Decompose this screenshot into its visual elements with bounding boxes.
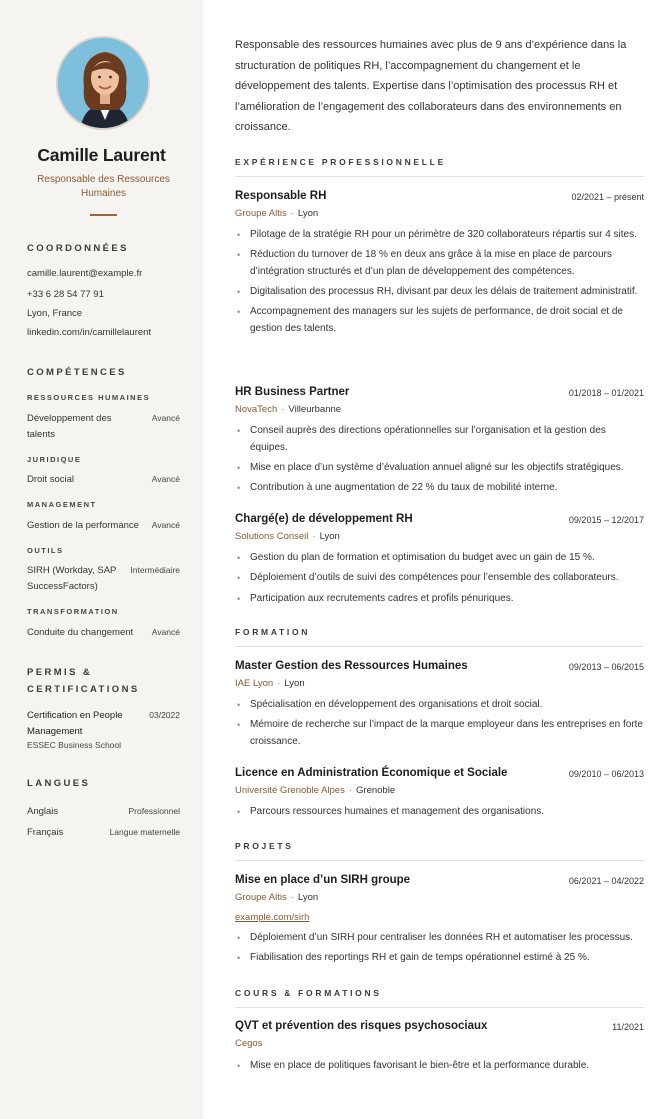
bullet-item: • Contribution à une augmentation de 22 % du taux de mobilité interne.	[235, 480, 645, 497]
job-title: Chargé(e) de développement RH	[235, 513, 413, 525]
degree-title: Licence en Administration Économique et Sociale	[235, 767, 508, 779]
bullet-item: • Mise en place d’un système d’évaluation annuel aligné sur les objectifs stratégiques.	[235, 460, 645, 477]
skill-category: MANAGEMENT	[27, 500, 97, 509]
job-dates: 02/2021 – présent	[571, 192, 644, 202]
skill-level: Avancé	[151, 520, 180, 530]
certifications-heading: PERMIS & CERTIFICATIONS	[27, 667, 140, 695]
project-bullets	[235, 930, 645, 971]
bullet-item: • Gestion du plan de formation et optimisation du budget avec un gain de 15 %.	[235, 550, 645, 567]
education-heading: FORMATION	[235, 627, 644, 647]
job-dates: 09/2015 – 12/2017	[568, 515, 644, 525]
school-name: IAE Lyon	[235, 678, 274, 689]
job-title: HR Business Partner	[235, 386, 350, 398]
job-dates: 01/2018 – 01/2021	[568, 388, 644, 398]
job-org: NovaTech · Villeurbanne	[235, 404, 342, 415]
project-title: Mise en place d’un SIRH groupe	[235, 874, 411, 886]
bullet-item: • Digitalisation des processus RH, divisant par deux les délais de traitement administratif.	[235, 284, 645, 301]
skill-name: SIRH (Workday, SAP SuccessFactors)	[27, 565, 117, 592]
school: IAE Lyon · Lyon	[235, 678, 305, 689]
phone-text[interactable]: +33 6 28 54 77 91	[27, 289, 104, 300]
bullet-item: • Mise en place de politiques favorisant le bien-être et la performance durable.	[235, 1058, 645, 1075]
certification-date: 03/2022	[149, 710, 180, 720]
job-place: Villeurbanne	[288, 404, 342, 415]
course-date: 11/2021	[612, 1022, 644, 1032]
skill-level: Avancé	[151, 474, 180, 484]
location-text: Lyon, France	[27, 308, 83, 319]
company-name: Solutions Conseil	[235, 531, 309, 542]
project-dates: 06/2021 – 04/2022	[568, 876, 644, 886]
experience-heading: EXPÉRIENCE PROFESSIONNELLE	[235, 157, 644, 177]
skill-name: Conduite du changement	[27, 627, 134, 638]
linkedin-link[interactable]: linkedin.com/in/camillelaurent	[27, 327, 152, 338]
bullet-item: • Accompagnement des managers sur les sujets de performance, de droit social et de gestion des talents.	[235, 304, 645, 337]
language-name: Anglais	[27, 806, 59, 817]
bullet-item: • Déploiement d’outils de suivi des compétences pour l’ensemble des collaborateurs.	[235, 570, 645, 587]
bullet-item: • Participation aux recrutements cadres et profils pénuriques.	[235, 591, 645, 608]
sidebar	[0, 0, 203, 1119]
skill-category: JURIDIQUE	[27, 455, 82, 464]
skill-category: RESSOURCES HUMAINES	[27, 393, 151, 402]
project-link[interactable]: example.com/sirh	[235, 912, 310, 923]
job-bullets	[235, 423, 645, 500]
language-name: Français	[27, 827, 64, 838]
bullet-item: • Mémoire de recherche sur l’impact de la marque employeur dans les entreprises en forte croissance.	[235, 717, 645, 750]
skills-heading: COMPÉTENCES	[27, 367, 127, 378]
bullet-item: • Conseil auprès des directions opérationnelles sur l’organisation et la gestion des équipes.	[235, 423, 645, 456]
certification-item	[27, 708, 180, 739]
company-name: NovaTech	[235, 404, 278, 415]
school-name: Université Grenoble Alpes	[235, 785, 345, 796]
skill-level: Avancé	[151, 627, 180, 637]
skill-item	[27, 625, 180, 641]
skill-item	[27, 472, 180, 488]
projects-heading: PROJETS	[235, 841, 644, 861]
degree-title: Master Gestion des Ressources Humaines	[235, 660, 468, 672]
course-provider: Cegos	[235, 1038, 263, 1049]
language-item	[27, 804, 180, 820]
skill-item	[27, 411, 180, 442]
job-title: Responsable RH	[235, 190, 327, 202]
course-bullets	[235, 1058, 645, 1078]
candidate-role: Responsable des Ressources Humaines	[37, 174, 170, 199]
bullet-item: • Déploiement d’un SIRH pour centraliser les données RH et automatiser les processus.	[235, 930, 645, 947]
bullet-item: • Spécialisation en développement des organisations et droit social.	[235, 697, 645, 714]
project-org: Groupe Altis · Lyon	[235, 892, 319, 903]
degree-dates: 09/2010 – 06/2013	[568, 769, 644, 779]
bullet-item: • Pilotage de la stratégie RH pour un périmètre de 320 collaborateurs répartis sur 4 sites.	[235, 227, 645, 244]
candidate-name: Camille Laurent	[37, 145, 166, 165]
company-name: Groupe Altis	[235, 208, 287, 219]
language-level: Professionnel	[128, 806, 180, 816]
course-title: QVT et prévention des risques psychosociaux	[235, 1020, 488, 1032]
bullet-item: • Réduction du turnover de 18 % en deux ans grâce à la mise en place de parcours d’intégration structurés et d’un plan de développement des compétences.	[235, 247, 645, 280]
portrait-image	[58, 38, 150, 130]
certification-issuer: ESSEC Business School	[27, 740, 122, 750]
courses-heading: COURS & FORMATIONS	[235, 988, 644, 1008]
divider	[90, 214, 117, 216]
course-org	[235, 1038, 262, 1049]
job-place: Lyon	[297, 208, 319, 219]
skill-category: OUTILS	[27, 546, 64, 555]
contact-heading: COORDONNÉES	[27, 243, 129, 254]
degree-dates: 09/2013 – 06/2015	[568, 662, 644, 672]
skill-name: Développement des talents	[27, 413, 112, 440]
skill-name: Droit social	[27, 474, 74, 485]
job-org: Groupe Altis · Lyon	[235, 208, 319, 219]
project-place: Lyon	[297, 892, 319, 903]
job-bullets	[235, 550, 645, 611]
job-org: Solutions Conseil · Lyon	[235, 531, 340, 542]
profile-summary: Responsable des ressources humaines avec plus de 9 ans d’expérience dans la structuration de politiques RH, l’accompagnement du changement et le développement des talents. Expertise dans l’optimisation des processus RH et l’amélioration de l’engagement des collaborateurs dans des environnements en croissance.	[235, 39, 627, 134]
skill-item	[27, 563, 180, 594]
certification-title: Certification en People Management	[27, 710, 123, 737]
school: Université Grenoble Alpes · Grenoble	[235, 785, 396, 796]
school-place: Grenoble	[356, 785, 396, 796]
job-place: Lyon	[319, 531, 340, 542]
skill-category: TRANSFORMATION	[27, 607, 119, 616]
bullet-item: • Parcours ressources humaines et management des organisations.	[235, 804, 645, 821]
job-bullets	[235, 227, 645, 341]
skill-level: Avancé	[151, 413, 180, 423]
project-company: Groupe Altis	[235, 892, 287, 903]
skill-level: Intermédiaire	[130, 565, 180, 575]
languages-heading: LANGUES	[27, 778, 91, 789]
degree-bullets	[235, 697, 645, 754]
email-text[interactable]: camille.laurent@example.fr	[27, 268, 143, 279]
skill-item	[27, 518, 180, 534]
bullet-item: • Fiabilisation des reportings RH et gain de temps opérationnel estimé à 25 %.	[235, 950, 645, 967]
language-level: Langue maternelle	[109, 827, 180, 837]
degree-bullets	[235, 804, 645, 824]
language-item	[27, 825, 180, 841]
avatar	[56, 36, 150, 130]
skill-name: Gestion de la performance	[27, 520, 139, 531]
school-place: Lyon	[284, 678, 305, 689]
